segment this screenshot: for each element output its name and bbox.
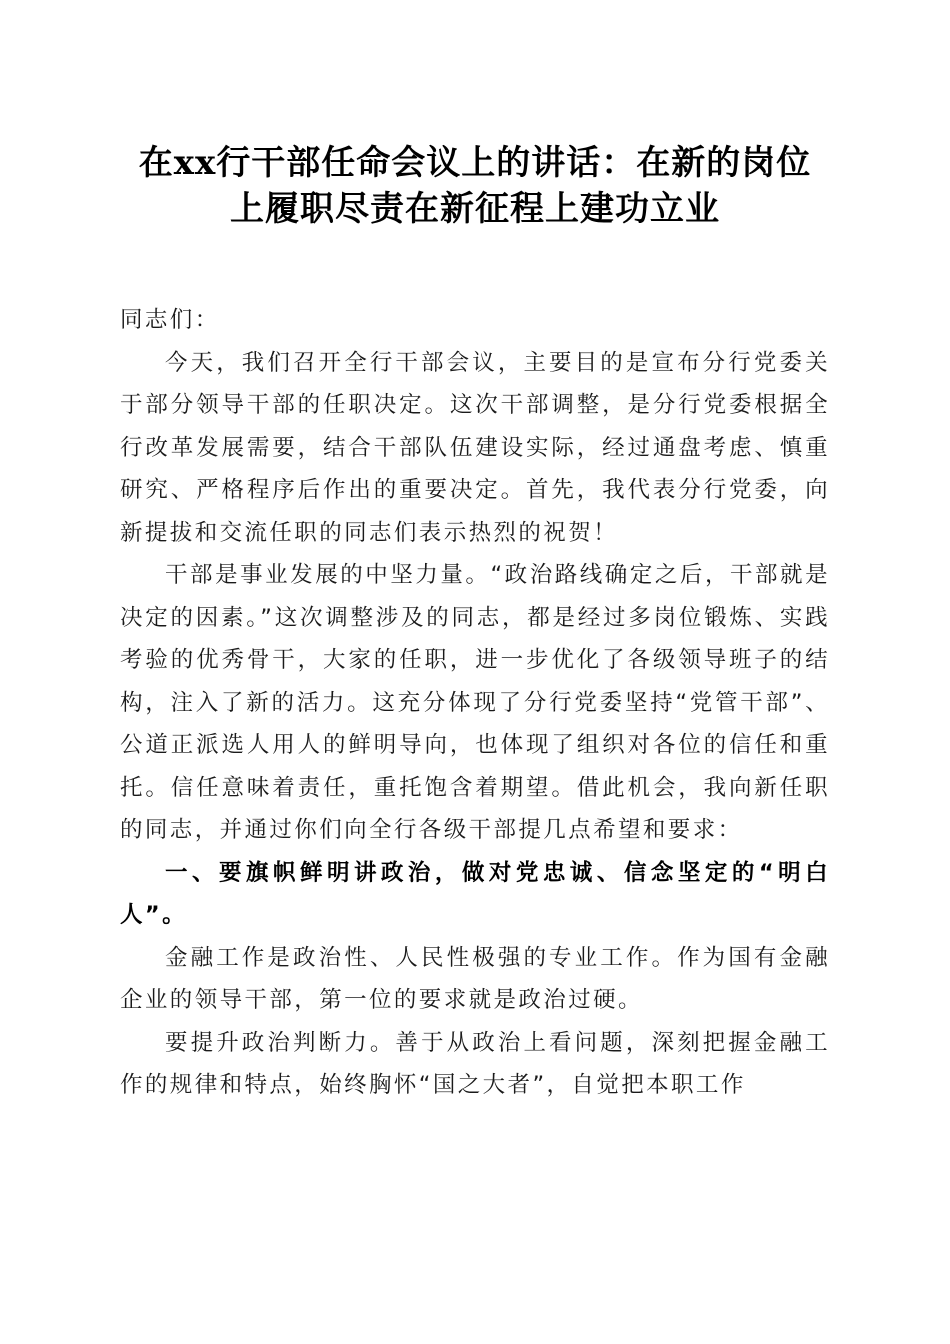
paragraph-political-judgment: 要提升政治判断力。善于从政治上看问题，深刻把握金融工作的规律和特点，始终胸怀“国之大者”，自觉把本职工作 (120, 1029, 830, 1098)
document-body (120, 299, 830, 1107)
paragraph-opening: 今天，我们召开全行干部会议，主要目的是宣布分行党委关于部分领导干部的任职决定。这次干部调整，是分行党委根据全行改革发展需要，结合干部队伍建设实际，经过通盘考虑、慎重研究、严格程序后作出的重要决定。首先，我代表分行党委，向新提拔和交流任职的同志们表示热烈的祝贺！ (120, 349, 830, 546)
title-line-1: 在xx行干部任命会议上的讲话：在新的岗位 (138, 143, 812, 183)
salutation: 同志们： (120, 307, 220, 333)
document-title (120, 140, 830, 232)
title-line-2: 上履职尽责在新征程上建功立业 (230, 189, 720, 229)
paragraph-finance: 金融工作是政治性、人民性极强的专业工作。作为国有金融企业的领导干部，第一位的要求就是政治过硬。 (120, 944, 830, 1013)
paragraph-cadres: 干部是事业发展的中坚力量。“政治路线确定之后，干部就是决定的因素。”这次调整涉及的同志，都是经过多岗位锻炼、实践考验的优秀骨干，大家的任职，进一步优化了各级领导班子的结构，注入了新的活力。这充分体现了分行党委坚持“党管干部”、公道正派选人用人的鲜明导向，也体现了组织对各位的信任和重托。信任意味着责任，重托饱含着期望。借此机会，我向新任职的同志，并通过你们向全行各级干部提几点希望和要求： (120, 562, 830, 843)
section-heading: 一、要旗帜鲜明讲政治，做对党忠诚、信念坚定的“明白人”。 (120, 859, 830, 928)
